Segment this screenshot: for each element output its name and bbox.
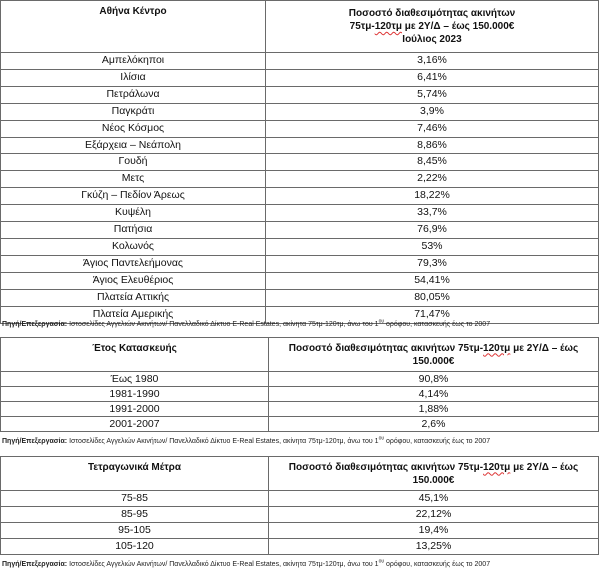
row-label: Γουδή xyxy=(1,154,266,171)
row-label: Κυψέλη xyxy=(1,205,266,222)
table-row xyxy=(1,222,599,239)
table-row xyxy=(1,289,599,306)
table-row xyxy=(1,272,599,289)
table-row xyxy=(1,205,599,222)
row-label: Πλατεία Αμερικής xyxy=(1,306,266,323)
table-row xyxy=(1,507,599,523)
header-availability: Ποσοστό διαθεσιμότητας ακινήτων 75τμ-120τμ με 2Υ/Δ – έως 150.000€ xyxy=(269,338,599,372)
table-row xyxy=(1,53,599,70)
row-label: Γκύζη – Πεδίον Άρεως xyxy=(1,188,266,205)
row-value: 45,1% xyxy=(269,491,599,507)
table-row xyxy=(1,523,599,539)
row-label: Εξάρχεια – Νεάπολη xyxy=(1,137,266,154)
table-row xyxy=(1,120,599,137)
row-value: 4,14% xyxy=(269,387,599,402)
header-availability: Ποσοστό διαθεσιμότητας ακινήτων 75τμ-120τμ με 2Υ/Δ – έως 150.000€ xyxy=(269,457,599,491)
row-label: Αμπελόκηποι xyxy=(1,53,266,70)
row-label: Άγιος Ελευθέριος xyxy=(1,272,266,289)
table-header-row xyxy=(1,457,599,491)
row-label: 85-95 xyxy=(1,507,269,523)
header-line-3: Ιούλιος 2023 xyxy=(402,34,462,45)
table-row xyxy=(1,372,599,387)
table-square-meters xyxy=(0,456,599,555)
table-row xyxy=(1,417,599,432)
row-label: Νέος Κόσμος xyxy=(1,120,266,137)
table-row xyxy=(1,137,599,154)
row-value: 13,25% xyxy=(269,539,599,555)
header-area: Αθήνα Κέντρο xyxy=(1,1,266,53)
row-value: 6,41% xyxy=(266,69,599,86)
row-value: 80,05% xyxy=(266,289,599,306)
row-label: Άγιος Παντελεήμονας xyxy=(1,255,266,272)
row-label: Μετς xyxy=(1,171,266,188)
row-label: Πλατεία Αττικής xyxy=(1,289,266,306)
row-value: 53% xyxy=(266,238,599,255)
table-row xyxy=(1,539,599,555)
row-label: 1991-2000 xyxy=(1,402,269,417)
row-value: 19,4% xyxy=(269,523,599,539)
row-value: 1,88% xyxy=(269,402,599,417)
row-label: 75-85 xyxy=(1,491,269,507)
table-row xyxy=(1,238,599,255)
row-label: 2001-2007 xyxy=(1,417,269,432)
row-value: 5,74% xyxy=(266,86,599,103)
table-row xyxy=(1,188,599,205)
row-value: 3,9% xyxy=(266,103,599,120)
row-value: 90,8% xyxy=(269,372,599,387)
header-availability xyxy=(266,1,599,53)
header-year: Έτος Κατασκευής xyxy=(1,338,269,372)
source-note: Πηγή/Επεξεργασία: Ιστοσελίδες Αγγελιών Ακινήτων/ Πανελλαδικό Δίκτυο E-Real Estates, ακίνητα 75τμ-120τμ, άνω του $1^{o\upsilon}$ ορόφου, κατασκευής έως το 2007 xyxy=(2,558,491,568)
row-label: Έως 1980 xyxy=(1,372,269,387)
source-note: Πηγή/Επεξεργασία: Ιστοσελίδες Αγγελιών Ακινήτων/ Πανελλαδικό Δίκτυο E-Real Estates, ακίνητα 75τμ-120τμ, άνω του $1^{o\upsilon}$ ορόφου, κατασκευής έως το 2007 xyxy=(2,435,491,445)
row-value: 2,6% xyxy=(269,417,599,432)
row-value: 71,47% xyxy=(266,306,599,323)
row-value: 3,16% xyxy=(266,53,599,70)
table-row xyxy=(1,86,599,103)
header-line-2: 75τμ-120τμ με 2Υ/Δ – έως 150.000€ xyxy=(349,21,515,32)
row-label: Πετράλωνα xyxy=(1,86,266,103)
table-row xyxy=(1,255,599,272)
row-value: 2,22% xyxy=(266,171,599,188)
row-value: 7,46% xyxy=(266,120,599,137)
table-row xyxy=(1,154,599,171)
header-sqm: Τετραγωνικά Μέτρα xyxy=(1,457,269,491)
source-note: Πηγή/Επεξεργασία: Ιστοσελίδες Αγγελιών Ακινήτων/ Πανελλαδικό Δίκτυο E-Real Estates, ακίνητα 75τμ-120τμ, άνω του $1^{o\upsilon}$ ορόφου, κατασκευής έως το 2007 xyxy=(2,318,491,328)
table-row xyxy=(1,171,599,188)
row-label: Παγκράτι xyxy=(1,103,266,120)
row-value: 8,86% xyxy=(266,137,599,154)
table-row xyxy=(1,491,599,507)
row-value: 54,41% xyxy=(266,272,599,289)
row-value: 22,12% xyxy=(269,507,599,523)
table-row xyxy=(1,69,599,86)
row-label: 95-105 xyxy=(1,523,269,539)
table-row xyxy=(1,387,599,402)
row-label: 105-120 xyxy=(1,539,269,555)
table-construction-year xyxy=(0,337,599,432)
row-value: 76,9% xyxy=(266,222,599,239)
row-value: 8,45% xyxy=(266,154,599,171)
header-line-1: Ποσοστό διαθεσιμότητας ακινήτων xyxy=(348,8,516,19)
row-value: 18,22% xyxy=(266,188,599,205)
row-label: Ιλίσια xyxy=(1,69,266,86)
row-value: 79,3% xyxy=(266,255,599,272)
row-label: Κολωνός xyxy=(1,238,266,255)
row-label: 1981-1990 xyxy=(1,387,269,402)
table-header-row xyxy=(1,338,599,372)
table-header-row xyxy=(1,1,599,53)
table-row xyxy=(1,103,599,120)
row-value: 33,7% xyxy=(266,205,599,222)
table-row xyxy=(1,402,599,417)
row-label: Πατήσια xyxy=(1,222,266,239)
